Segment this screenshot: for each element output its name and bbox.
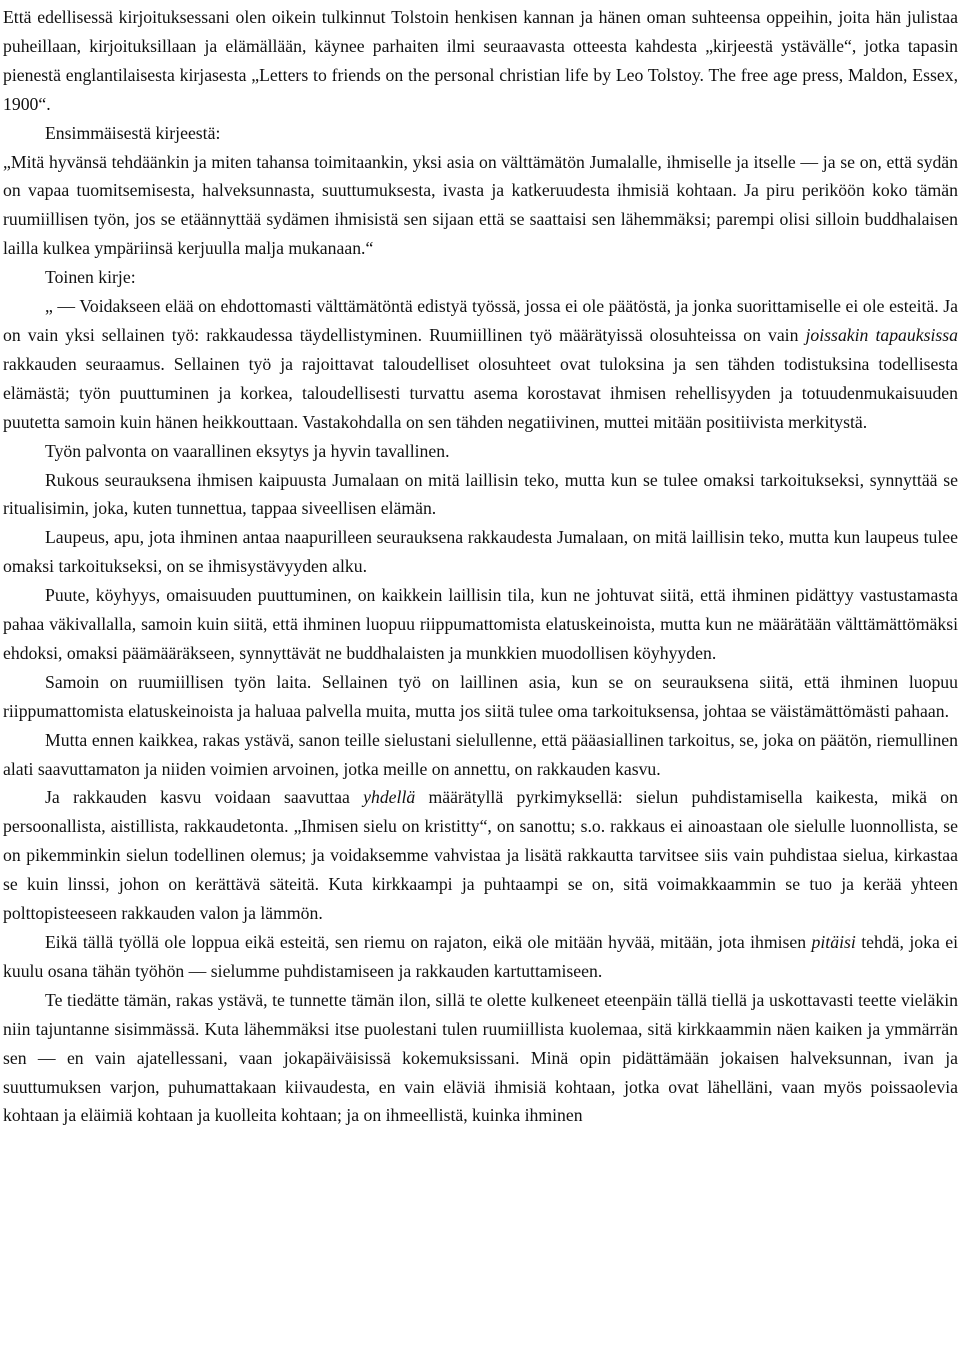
document-body [3, 3, 958, 1130]
paragraph [3, 783, 958, 928]
text-run: Ja rakkauden kasvu voidaan saavuttaa [45, 787, 364, 808]
emphasis-text: yhdellä [363, 787, 416, 808]
paragraph: Laupeus, apu, jota ihminen antaa naapurilleen seurauksena rakkaudesta Jumalaan, on mitä laillisin teko, mutta kun laupeus tulee omaksi tarkoitukseksi, on se ihmisystävyyden alku. [3, 527, 958, 577]
emphasis-text: joissakin tapauksissa [805, 324, 958, 345]
emphasis-text: pitäisi [811, 932, 856, 952]
paragraph: Te tiedätte tämän, rakas ystävä, te tunnette tämän ilon, sillä te olette kulkeneet eteenpäin tällä tiellä ja uskottavasti teette vieläkin niin tajuntanne sisimmässä. Kuta lähemmäksi itse puolestani tulen ruumiillista kuolemaa, sitä kirkkaammin näen kaiken ja ymmärrän sen — en vain ajatellessani, vaan jokapäiväisissä kokemuksissani. Minä opin pidättämään jokaisen halveksunnan, ivan ja suuttumuksen varjon, puhumattakaan kiivaudesta, en vain eläviä ihmisiä kohtaan, jotka ovat lähelläni, vaan myös poissaolevia kohtaan ja eläimiä kohtaan ja kuolleita kohtaan; ja on ihmeellistä, kuinka ihminen [3, 989, 958, 1126]
paragraph: Mutta ennen kaikkea, rakas ystävä, sanon teille sielustani sielullenne, että pääasiallinen tarkoitus, se, joka on päätön, riemullinen alati saavuttamaton ja niiden voimien arvoinen, jotka meille on annettu, on rakkauden kasvu. [3, 729, 958, 779]
paragraph-intro: Että edellisessä kirjoituksessani olen oikein tulkinnut Tolstoin henkisen kannan ja hänen oman suhteensa oppeihin, joita hän julistaa puheillaan, kirjoituksillaan ja elämällään, käynee parhaiten ilmi seuraavasta otteesta kahdesta „kirjeestä ystävälle“, jotka tapasin pienestä englantilaisesta kirjasesta „Letters to friends on the personal christian life by Leo Tolstoy. The free age press, Maldon, Essex, 1900“. [3, 7, 958, 114]
paragraph [3, 292, 958, 437]
paragraph: Puute, köyhyys, omaisuuden puuttuminen, on kaikkein laillisin tila, kun ne johtuvat siitä, että ihminen pidättyy vastustamasta pahaa väkivallalla, samoin kuin siitä, että ihminen luopuu riippumattomista elatuskeinoista, mutta kun ne määrätään välttämättömäksi ehdoksi, omaksi päämääräkseen, synnyttävät ne buddhalaisten ja munkkien muodollisen köyhyyden. [3, 585, 958, 663]
first-letter-heading: Ensimmäisestä kirjeestä: [45, 122, 221, 143]
text-run: määrätyllä pyrkimyksellä: sielun puhdistamisella kaikesta, mikä on persoonallista, aistillista, rakkaudetonta. „Ihmisen sielu on kristitty“, on sanottu; s.o. rakkaus ei ainoastaan ole sielulle luonnollista, se on pikemminkin sielun todellinen olemus; ja voidaksemme vahvistaa ja lisätä rakkautta tarvitsee siis vain puhdistaa sielua, kirkastaa se kuin linssi, johon on kerättävä säteitä. Kuta kirkkaampi ja puhtaampi se on, sitä voimakkaammin se tuo ja kerää yhteen polttopisteeseen rakkauden valon ja lämmön. [3, 787, 958, 924]
second-letter-heading: Toinen kirje: [45, 267, 136, 288]
paragraph: Samoin on ruumiillisen työn laita. Sellainen työ on laillinen asia, kun se on seurauksena siitä, että ihminen luopuu riippumattomista elatuskeinoista ja haluaa palvella muita, mutta jos siitä tulee oma tarkoituksensa, johtaa se väistämättömästi pahaan. [3, 671, 958, 721]
paragraph: Rukous seurauksena ihmisen kaipuusta Jumalaan on mitä laillisin teko, mutta kun se tulee omaksi tarkoitukseksi, synnyttää se ritualisimin, joka, kuten tunnettua, tappaa siveellisen elämän. [3, 469, 958, 519]
first-letter-quote: „Mitä hyvänsä tehdäänkin ja miten tahansa toimitaankin, yksi asia on välttämätön Jumalalle, ihmiselle ja itselle — ja se on, että sydän on vapaa tuomitsemisesta, halveksunnasta, suuttumuksesta, ivasta ja katkeruudesta ihmisiä kohtaan. Ja piru periköön koko tämän ruumiillisen työn, jos se etäännyttää sydämen ihmisistä sen sijaan että se saattaisi sen lähemmäksi; parempi olisi silloin buddhalaisen lailla kulkea ympäriinsä kerjuulla malja mukanaan.“ [3, 151, 958, 259]
text-run: tehdä, joka ei kuulu osana tähän työhön — sielumme puhdistamiseen ja rakkauden kartuttamiseen. [3, 932, 958, 981]
text-run: „ — Voidakseen elää on ehdottomasti välttämätöntä edistyä työssä, jossa ei ole päätöstä, ja jonka suorittamiselle ei ole esteitä. Ja on vain yksi sellainen työ: rakkaudessa täydellistyminen. Ruumiillinen työ määrätyissä olosuhteissa on vain [3, 296, 958, 345]
paragraph [3, 928, 958, 986]
text-run: Eikä tällä työllä ole loppua eikä esteitä, sen riemu on rajaton, eikä ole mitään hyvää, mitään, jota ihmisen [45, 932, 812, 952]
text-run: rakkauden seuraamus. Sellainen työ ja rajoittavat taloudelliset olosuhteet ovat tuloksina ja sen tähden todistuksina todellisesta elämästä; työn puuttuminen ja korkea, taloudellisesti turvattu asema korostavat ihmisen rehellisyyden ja totuudenmukaisuuden puutetta samoin kuin hänen heikkouttaan. Vastakohdalla on sen tähden negatiivinen, muttei mitään positiivista merkitystä. [3, 353, 958, 432]
paragraph: Työn palvonta on vaarallinen eksytys ja hyvin tavallinen. [45, 440, 450, 461]
